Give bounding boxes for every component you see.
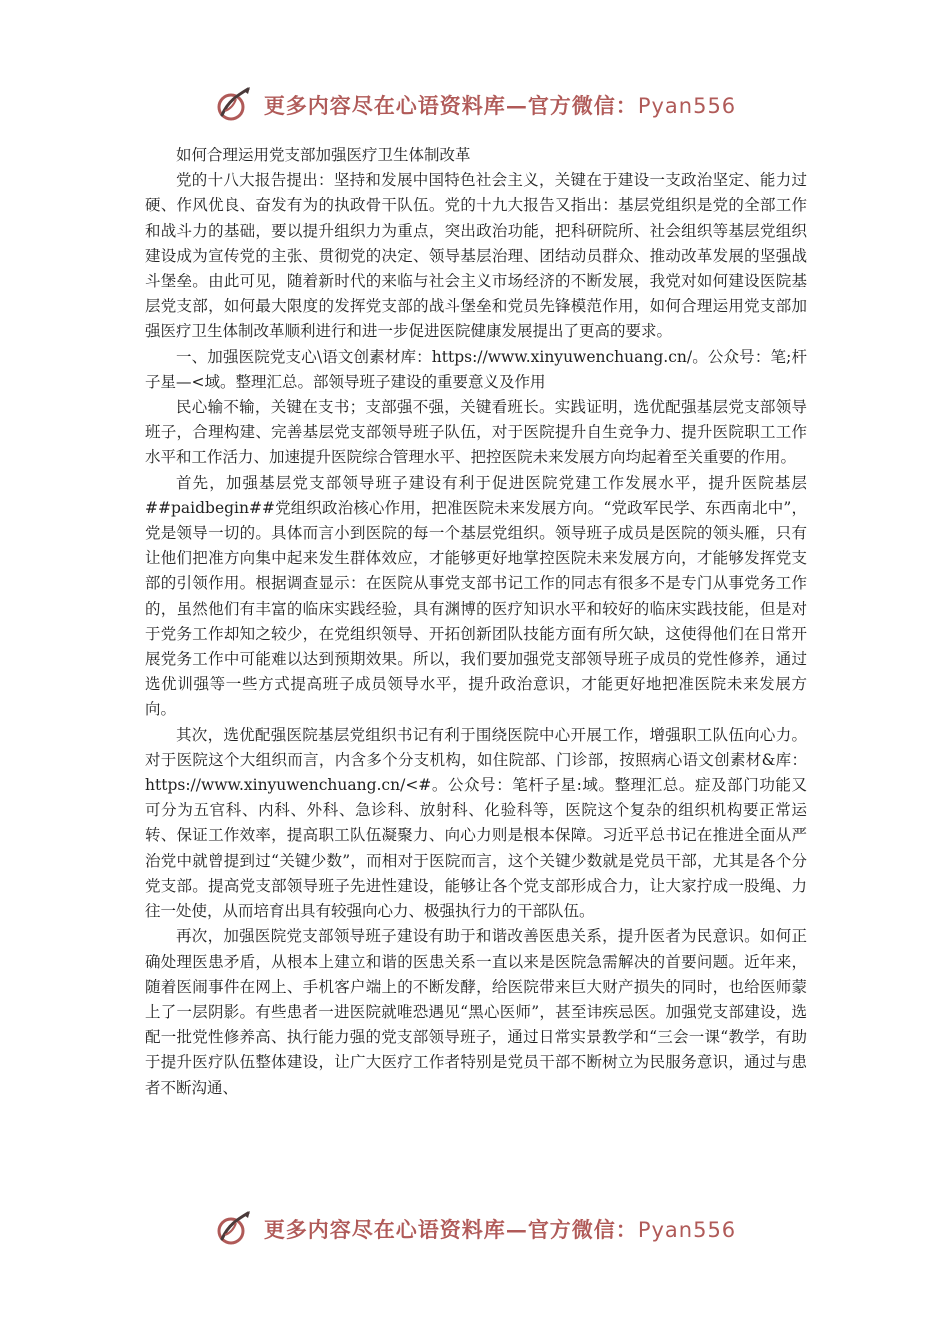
paragraph: 民心输不输，关键在支书；支部强不强，关键看班长。实践证明，选优配强基层党支部领导班子，合理构建、完善基层党支部领导班子队伍，对于医院提升自生竞争力、提升医院职工工作水平和工作活力、加速提升医院综合管理水平、把控医院未来发展方向均起着至关重要的作用。	[145, 398, 807, 467]
banner-site-text	[264, 90, 736, 120]
banner-site-name: 更多内容尽在心语资料库	[263, 93, 506, 118]
banner-site-name: 更多内容尽在心语资料库	[263, 1217, 506, 1242]
pen-swirl-logo-icon	[214, 1209, 254, 1249]
banner-site-text	[264, 1214, 736, 1244]
banner-wechat-id: Pyan556	[637, 1218, 737, 1242]
banner-wechat-id: Pyan556	[637, 94, 737, 118]
paragraph: 再次，加强医院党支部领导班子建设有助于和谐改善医患关系，提升医者为民意识。如何正确处理医患矛盾，从根本上建立和谐的医患关系一直以来是医院急需解决的首要问题。近年来，随着医闹事件在网上、手机客户端上的不断发酵，给医院带来巨大财产损失的同时，也给医师蒙上了一层阴影。有些患者一进医院就唯恐遇见“黑心医师”，甚至讳疾忌医。加强党支部建设，选配一批党性修养高、执行能力强的党支部领导班子，通过日常实景教学和“三会一课“教学，有助于提升医疗队伍整体建设，让广大医疗工作者特别是党员干部不断树立为民服务意识，通过与患者不断沟通、	[145, 927, 807, 1097]
document-title: 如何合理运用党支部加强医疗卫生体制改革	[176, 146, 471, 164]
banner-dash: —	[505, 1217, 528, 1242]
banner-dash: —	[505, 93, 528, 118]
document-body	[145, 143, 807, 1101]
paragraph: 首先，加强基层党支部领导班子建设有利于促进医院党建工作发展水平，提升医院基层##paidbegin##党组织政治核心作用，把准医院未来发展方向。“党政军民学、东西南北中”，党是领导一切的。具体而言小到医院的每一个基层党组织。领导班子成员是医院的领头雁，只有让他们把准方向集中起来发生群体效应，才能够更好地掌控医院未来发展方向，才能够发挥党支部的引领作用。根据调查显示：在医院从事党支部书记工作的同志有很多不是专门从事党务工作的，虽然他们有丰富的临床实践经验，具有渊博的医疗知识水平和较好的临床实践技能，但是对于党务工作却知之较少，在党组织领导、开拓创新团队技能方面有所欠缺，这使得他们在日常开展党务工作中可能难以达到预期效果。所以，我们要加强党支部领导班子成员的党性修养，通过选优训强等一些方式提高班子成员领导水平，提升政治意识，才能更好地把准医院未来发展方向。	[145, 473, 807, 719]
paragraph: 党的十八大报告提出：坚持和发展中国特色社会主义，关键在于建设一支政治坚定、能力过硬、作风优良、奋发有为的执政骨干队伍。党的十九大报告又指出：基层党组织是党的全部工作和战斗力的基础，要以提升组织力为重点，突出政治功能，把科研院所、社会组织等基层党组织建设成为宣传党的主张、贯彻党的决定、领导基层治理、团结动员群众、推动改革发展的坚强战斗堡垒。由此可见，随着新时代的来临与社会主义市场经济的不断发展，我党对如何建设医院基层党支部，如何最大限度的发挥党支部的战斗堡垒和党员先锋模范作用，如何合理运用党支部加强医疗卫生体制改革顺利进行和进一步促进医院健康发展提出了更高的要求。	[145, 171, 807, 341]
pen-swirl-logo-icon	[214, 85, 254, 125]
header-watermark-banner	[0, 80, 950, 130]
banner-wechat-label: 官方微信：	[527, 1217, 638, 1242]
banner-wechat-label: 官方微信：	[527, 93, 638, 118]
footer-watermark-banner	[0, 1204, 950, 1254]
paragraph: 其次，选优配强医院基层党组织书记有利于围绕医院中心开展工作，增强职工队伍向心力。对于医院这个大组织而言，内含多个分支机构，如住院部、门诊部，按照病心语文创素材&库：https://www.xinyuwenchuang.cn/<#。公众号：笔杆子星:域。整理汇总。症及部门功能又可分为五官科、内科、外科、急诊科、放射科、化验科等，医院这个复杂的组织机构要正常运转、保证工作效率，提高职工队伍凝聚力、向心力则是根本保障。习近平总书记在推进全面从严治党中就曾提到过“关键少数”，而相对于医院而言，这个关键少数就是党员干部，尤其是各个分党支部。提高党支部领导班子先进性建设，能够让各个党支部形成合力，让大家拧成一股绳、力往一处使，从而培育出具有较强向心力、极强执行力的干部队伍。	[145, 725, 807, 921]
paragraph: 一、加强医院党支心\语文创素材库：https://www.xinyuwenchuang.cn/。公众号：笔;杆子星—<域。整理汇总。部领导班子建设的重要意义及作用	[145, 347, 807, 391]
